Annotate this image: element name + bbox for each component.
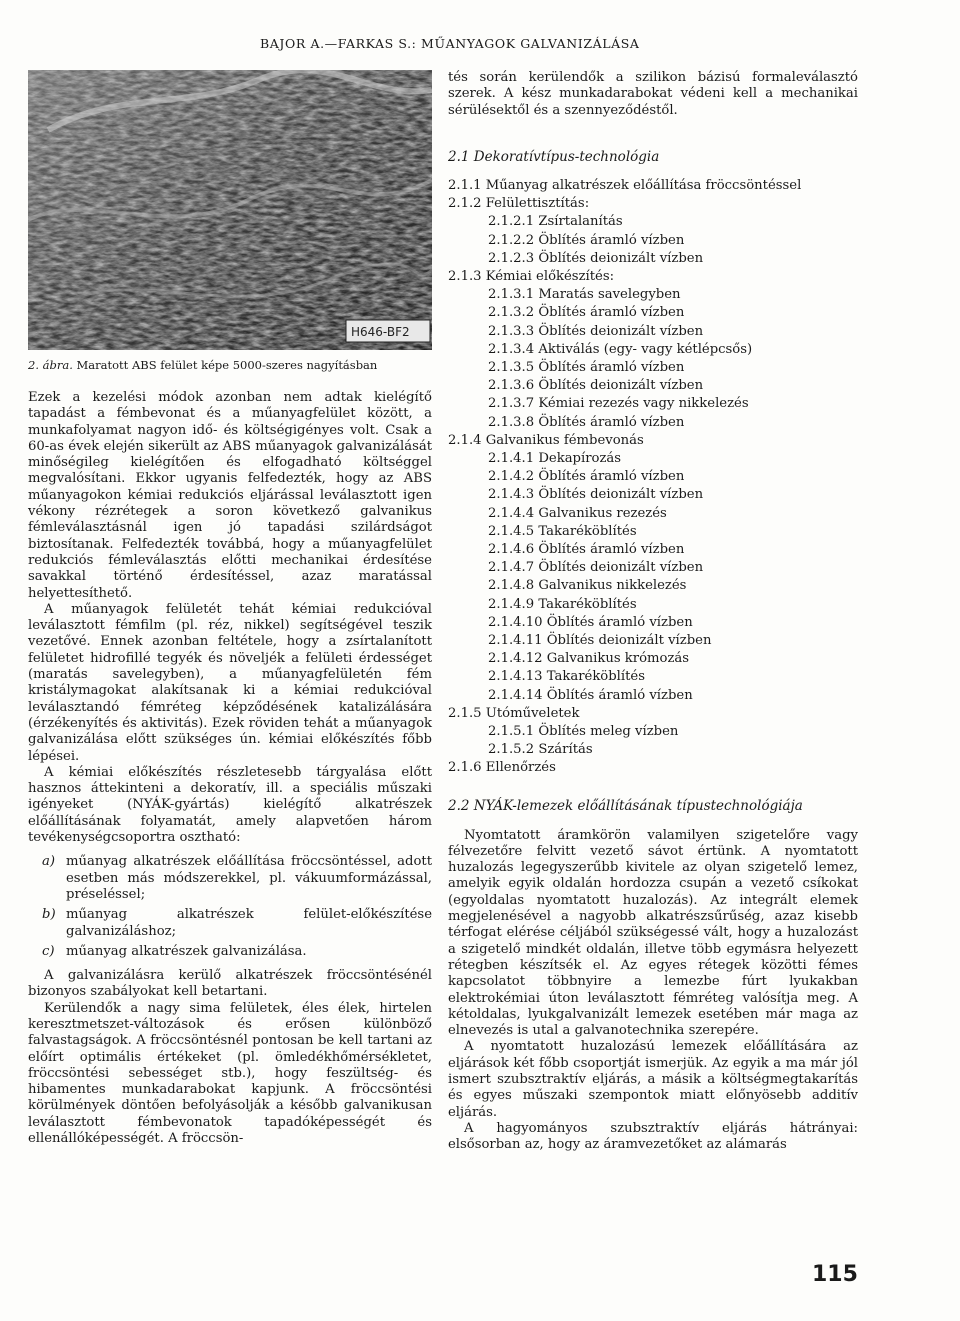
process-step: 2.1.2.3 Öblítés deionizált vízben [488,250,704,266]
process-step: 2.1.4.10 Öblítés áramló vízben [488,614,693,630]
process-step: 2.1.4 Galvanikus fémbevonás [448,432,644,448]
section-title-2-2: 2.2 NYÁK-lemezek előállításának típustechnológiája [448,797,803,814]
paragraph: tés során kerülendők a szilikon bázisú formaleválasztó szerek. A kész munkadarabokat védeni kell a mechanikai sérülésektől és a szennyeződéstől. [448,70,858,118]
process-step: 2.1.3.8 Öblítés áramló vízben [488,414,685,430]
process-step: 2.1.2.2 Öblítés áramló vízben [488,232,685,248]
process-step: 2.1.3 Kémiai előkészítés: [448,268,615,284]
caption-number: 2. ábra. [28,358,73,372]
process-step: 2.1.5.1 Öblítés meleg vízben [488,723,679,739]
process-step: 2.1.4.4 Galvanikus rezezés [488,505,667,521]
left-column [28,70,432,1147]
list-item [28,907,432,940]
section-title-2-1: 2.1 Dekoratívtípus-technológia [448,148,660,165]
paragraph: Nyomtatott áramkörön valamilyen szigetelőre vagy félvezetőre felvitt vezető sávot értünk. A nyomtatott huzalozás legegyszerűbb kivitele az olyan szigetelő lemez, amelyik egyik oldalán hordozza csupán a vezető csíkokat (egyoldalas nyomtatott huzalozás). Az integrált elemek megjelenésével a nagyobb alkatrészsűrűség, azaz kisebb térfogat elérése céljából szükségessé vált, hogy a huzalozást a szigetelő mindkét oldalán, illetve több egymásra helyezett rétegben készítsék el. Az egyes rétegek közötti fémes kapcsolatot többnyire a lemezbe fúrt lyukakban elektrokémiai úton leválasztott fémréteg valósítja meg. A kétoldalas, lyukgalvanizált lemezek esetében már maga az elnevezés is utal a galvanotechnika szerepére. [448,827,858,1039]
process-step: 2.1.2.1 Zsírtalanítás [488,214,623,230]
paragraph: Ezek a kezelési módok azonban nem adtak kielégítő tapadást a fémbevonat és a műanyagfelület között, a munkafolyamat nagyon idő- és költségigényes volt. Csak a 60-as évek elején sikerült az ABS műanyagok galvanizálását minőségileg kielégítően és elfogadható költséggel megvalósítani. Ekkor ugyanis felfedezték, hogy az ABS műanyagokon kémiai redukciós eljárással leválasztott igen vékony rézrétegek a soron következő galvanikus fémleválasztásnál igen jó tapadási szilárdságot biztosítanak. Felfedezték továbbá, hogy a műanyagfelület redukciós fémleválasztás előtti mechanikai érdesítése savakkal történő érdesítéssel, azaz maratással helyettesíthető. [28,390,432,601]
list-item-text: műanyag alkatrészek felület-előkészítése galvanizáláshoz; [66,907,432,939]
process-step: 2.1.3.3 Öblítés deionizált vízben [488,323,704,339]
process-step: 2.1.6 Ellenőrzés [448,760,556,776]
process-step: 2.1.2 Felülettisztítás: [448,196,590,212]
paragraph: A kémiai előkészítés részletesebb tárgyalása előtt hasznos áttekinteni a dekoratív, ill. a speciális műszaki igényeket (NYÁK-gyártás) kielégítő alkatrészek előállításának folyamatát, amely alapvetően három tevékenységcsoportra osztható: [28,764,432,846]
paragraph: Kerülendők a nagy sima felületek, éles élek, hirtelen keresztmetszet-változások és erősen különböző falvastagságok. A fröccsöntésnél pontosan be kell tartani az előírt optimális értékeket (pl. ömledékhőmérsékletet, fröccsöntési sebességet stb.), hogy feszültség- és hibamentes munkadarabokat kapjunk. A fröccsöntési körülmények döntően befolyásolják a később galvanikusan leválasztott fémbevonatok tapadóképességét és ellenállóképességét. A fröccsön- [28,1000,432,1147]
process-step: 2.1.4.5 Takaréköblítés [488,523,637,539]
process-step: 2.1.4.7 Öblítés deionizált vízben [488,560,704,576]
list-item-label: c) [42,943,55,959]
right-column [448,70,858,1154]
list-item-label: b) [42,907,56,923]
list-item-label: a) [42,854,56,870]
list-item [28,944,432,960]
process-step: 2.1.3.2 Öblítés áramló vízben [488,305,685,321]
process-step: 2.1.4.9 Takaréköblítés [488,596,637,612]
page-number: 115 [812,1262,858,1287]
process-step: 2.1.5.2 Szárítás [488,742,593,758]
process-step: 2.1.1 Műanyag alkatrészek előállítása fröccsöntéssel [448,177,802,193]
process-list [28,854,432,960]
process-step: 2.1.4.8 Galvanikus nikkelezés [488,578,687,594]
process-step-list [448,177,858,778]
process-step: 2.1.3.4 Aktiválás (egy- vagy kétlépcsős) [488,341,753,357]
figure-sem-image [28,70,432,350]
process-step: 2.1.5 Utóműveletek [448,705,580,721]
process-step: 2.1.3.1 Maratás savelegyben [488,287,681,303]
process-step: 2.1.4.3 Öblítés deionizált vízben [488,487,704,503]
figure-label: H646-BF2 [351,325,410,339]
process-step: 2.1.4.11 Öblítés deionizált vízben [488,632,712,648]
process-step: 2.1.3.7 Kémiai rezezés vagy nikkelezés [488,396,749,412]
list-item [28,854,432,903]
process-step: 2.1.4.12 Galvanikus krómozás [488,651,690,667]
running-head: BAJOR A.—FARKAS S.: MŰANYAGOK GALVANIZÁLÁSA [260,36,640,51]
process-step: 2.1.4.13 Takaréköblítés [488,669,645,685]
caption-text: Maratott ABS felület képe 5000-szeres nagyításban [76,358,378,372]
paragraph: A hagyományos szubsztraktív eljárás hátrányai: elsősorban az, hogy az áramvezetőket az alámarás [448,1120,858,1153]
process-step: 2.1.4.6 Öblítés áramló vízben [488,541,685,557]
paragraph: A műanyagok felületét tehát kémiai redukcióval leválasztott fémfilm (pl. réz, nikkel) segítségével teszik vezetővé. Ennek azonban feltétele, hogy a zsírtalanított felületet hidrofillé tegyék és növeljék a felületi érdességet (maratás savelegyben), a műanyagfelületén fém kristálymagokat alakítsanak ki a kémiai redukcióval leválasztandó fémréteg képződésének katalizálására (érzékenyítés és aktivitás). Ezek röviden tehát a műanyagok galvanizálása előtt szükséges ún. kémiai előkészítés főbb lépései. [28,601,432,764]
process-step: 2.1.3.5 Öblítés áramló vízben [488,359,685,375]
process-step: 2.1.4.14 Öblítés áramló vízben [488,687,693,703]
list-item-text: műanyag alkatrészek galvanizálása. [66,943,307,959]
paragraph: A galvanizálásra kerülő alkatrészek fröccsöntésénél bizonyos szabályokat kell betartani. [28,968,432,1000]
process-step: 2.1.4.2 Öblítés áramló vízben [488,469,685,485]
process-step: 2.1.3.6 Öblítés deionizált vízben [488,378,704,394]
figure-caption [28,358,432,372]
list-item-text: műanyag alkatrészek előállítása fröccsöntéssel, adott esetben más módszerekkel, pl. vákuumformázással, préseléssel; [66,854,432,902]
process-step: 2.1.4.1 Dekapírozás [488,450,622,466]
paragraph: A nyomtatott huzalozású lemezek előállítására az eljárások két főbb csoportját ismerjük. Az egyik a ma már jól ismert szubsztraktív eljárás, a másik a költségmegtakarítás és egyes műszaki szempontok miatt előnyösebb additív eljárás. [448,1039,858,1120]
